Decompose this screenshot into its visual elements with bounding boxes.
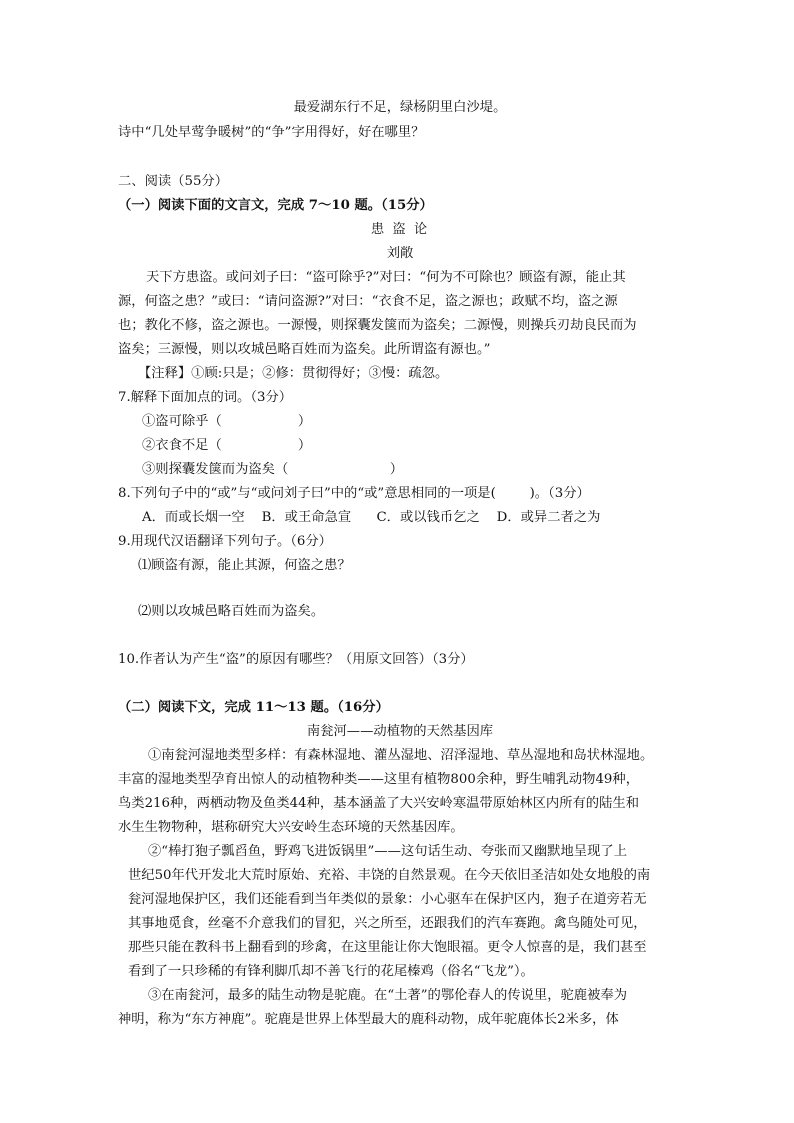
article-line: ①南瓮河湿地类型多样：有森林湿地、灌丛湿地、沼泽湿地、草丛湿地和岛状林湿地。 (148, 748, 654, 763)
question-8-options: A．而或长烟一空 B．或王命急宣 C．或以钱币乞之 D．或异二者之为 (142, 510, 601, 525)
essay-line: 天下方患盗。或问刘子曰：“盗可除乎?”对曰：“何为不可除也？顾盗有源，能止其 (146, 270, 626, 285)
article-line: 丰富的湿地类型孕育出惊人的动植物种类——这里有植物800余种，野生哺乳动物49种， (118, 772, 639, 787)
essay-line: 源，何盗之患？”或曰：“请问盗源?”对曰：“衣食不足，盗之源也；政赋不均，盗之源 (118, 294, 618, 309)
question-7: 7.解释下面加点的词。（3分） (118, 390, 293, 405)
question-7-item: ①盗可除乎（ ） (142, 414, 312, 429)
essay-line: 盗矣；三源慢，则以攻城邑略百姓而为盗矣。此所谓盗有源也。” (118, 342, 491, 357)
question-9-item: ⑵则以攻城邑略百姓而为盗矣。 (138, 604, 325, 619)
article-line: 看到了一只珍稀的有锋利脚爪却不善飞行的花尾榛鸡（俗名“飞龙”）。 (128, 964, 534, 979)
essay-author: 刘敞 (386, 246, 414, 261)
article-line: 其事地觅食，丝毫不介意我们的冒犯，兴之所至，还跟我们的汽车赛跑。禽鸟随处可见， (128, 916, 647, 931)
article-line: 瓮河湿地保护区，我们还能看到当年类似的景象：小心驱车在保护区内，狍子在道旁若无 (128, 892, 647, 907)
question-6: 诗中“几处早莺争暖树”的“争”字用得好，好在哪里？ (118, 125, 425, 140)
article-line: 那些只能在教科书上翻看到的珍禽，在这里能让你大饱眼福。更令人惊喜的是，我们甚至 (128, 940, 647, 955)
question-8: 8.下列句子中的“或”与“或问刘子曰”中的“或”意思相同的一项是( )。（3分） (118, 486, 590, 501)
article-title: 南瓮河——动植物的天然基因库 (306, 724, 494, 739)
part-2-heading: （二）阅读下文，完成 11～13 题。（16分） (118, 700, 389, 715)
section-2-title: 二、阅读（55分） (118, 174, 228, 189)
question-9-item: ⑴顾盗有源，能止其源，何盗之患？ (138, 558, 351, 573)
part-1-heading: （一）阅读下面的文言文，完成 7～10 题。（15分） (118, 198, 433, 213)
article-line: 水生生物物种，堪称研究大兴安岭生态环境的天然基因库。 (118, 820, 464, 835)
poem-line: 最爱湖东行不足，绿杨阴里白沙堤。 (293, 100, 507, 115)
question-7-item: ③则探囊发箧而为盗矣（ ） (142, 462, 404, 477)
question-7-item: ②衣食不足（ ） (142, 438, 312, 453)
essay-line: 也；教化不修，盗之源也。一源慢，则探囊发箧而为盗矣；二源慢，则操兵刃劫良民而为 (118, 318, 637, 333)
article-line: ③在南瓮河，最多的陆生动物是驼鹿。在“土著”的鄂伦春人的传说里，驼鹿被奉为 (148, 988, 627, 1003)
article-line: ②“棒打狍子瓢舀鱼，野鸡飞进饭锅里”——这句话生动、夸张而又幽默地呈现了上 (148, 844, 627, 859)
article-line: 鸟类216种，两栖动物及鱼类44种，基本涵盖了大兴安岭寒温带原始林区内所有的陆生和 (118, 796, 639, 811)
annotation-note: 【注释】①顾:只是；②修：贯彻得好；③慢：疏忽。 (138, 366, 449, 381)
question-10: 10.作者认为产生“盗”的原因有哪些？（用原文回答）（3分） (118, 652, 474, 667)
article-line: 神明，称为“东方神鹿”。驼鹿是世界上体型最大的鹿科动物，成年驼鹿体长2米多，体 (118, 1012, 619, 1027)
essay-title: 患 盗 论 (370, 222, 430, 237)
question-9: 9.用现代汉语翻译下列句子。（6分） (118, 534, 332, 549)
article-line: 世纪50年代开发北大荒时原始、充裕、丰饶的自然景观。在今天依旧圣洁如处女地般的南 (128, 868, 651, 883)
